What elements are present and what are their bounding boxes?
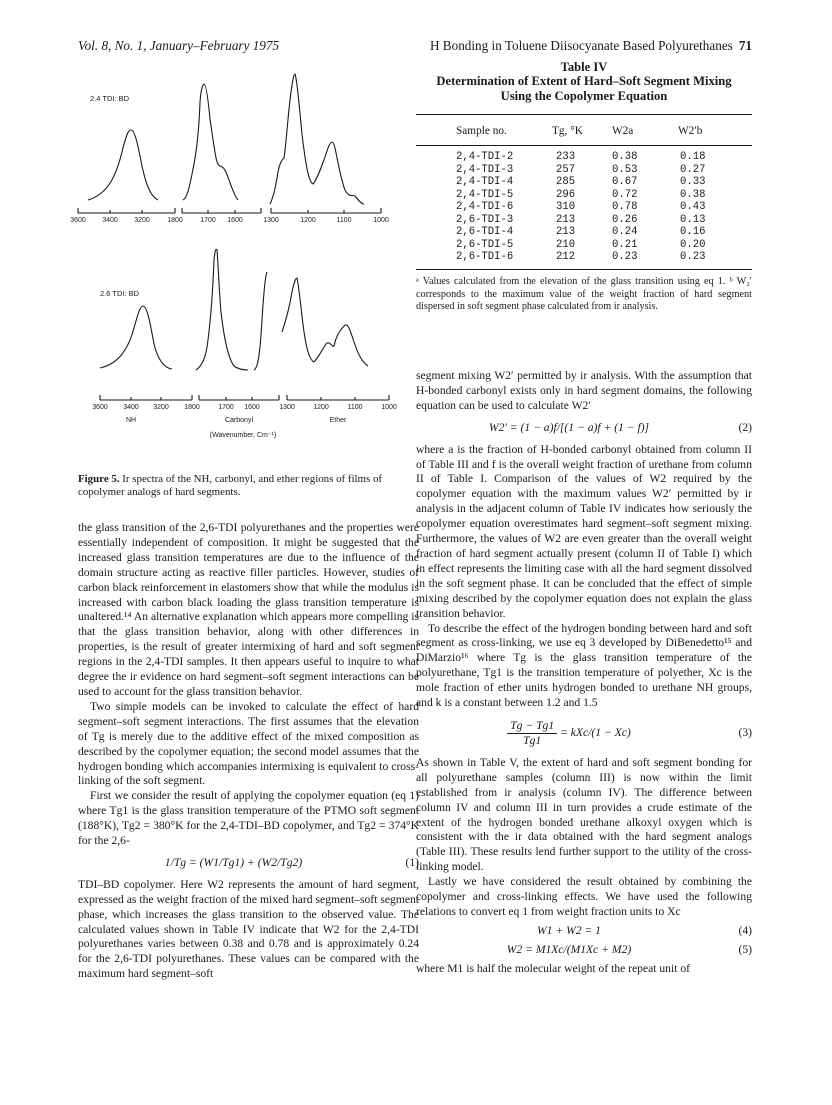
paragraph: First we consider the result of applying the copolymer equation (eq 1) where Tg1 is the glass transition temperature of the PTMO soft segment (188°K), Tg2 = 380°K for the 2,4-TDI–BD copolymer, and Tg2 = 374°K for the 2,6- [78,789,419,848]
tick-label: 1200 [313,404,329,411]
tick-label: 1700 [200,217,216,224]
tick-label: 1800 [184,404,200,411]
spectrum-2-carbonyl [196,249,248,370]
equation-2 [416,421,752,436]
table-cell: 0.38 [612,151,638,163]
tick-label: 1800 [167,217,183,224]
ir-spectra-figure [70,64,408,474]
table-cell: 0.78 [612,201,638,213]
paragraph: where M1 is half the molecular weight of the repeat unit of [416,961,690,975]
tick-label: 3600 [70,217,86,224]
paragraph: Two simple models can be invoked to calculate the effect of hard segment–soft segment interactions. The first assumes that the elevation of Tg is merely due to the additive effect of the mixed composition as described by the copolymer equation; the second model assumes that the hydrogen bonding which accompanies intermixing is equivalent to cross-linking of the soft segment. [78,699,419,788]
paragraph: Lastly we have considered the result obtained by combining the copolymer and cross-linking effects. We have used the following relations to convert eq 1 from weight fraction units to Xc [416,875,752,918]
table-cell: 0.18 [680,151,706,163]
table-number: Table IV [560,60,608,74]
spectrum-2-nh [100,306,172,369]
table-cell: 0.24 [612,226,638,238]
table-cell: 2,6-TDI-5 [456,238,514,251]
equation-3-number: (3) [738,725,752,739]
equation-1 [78,856,419,871]
table-cell: 0.33 [680,176,706,188]
table-title-line: Using the Copolymer Equation [500,88,668,103]
tick-label: 1100 [347,404,363,411]
equation-1-number: (1) [405,855,419,869]
table-rule-bottom [416,269,752,270]
tick-label: 1600 [244,404,260,411]
left-column [78,521,419,982]
right-column [416,369,752,977]
table-cell: 0.23 [680,251,706,263]
equation-5-number: (5) [738,942,752,956]
equation-5-expression: W2 = M1Xc/(M1Xc + M2) [506,942,632,956]
tick-label: 1100 [336,217,352,224]
table-cell: 296 [556,188,576,201]
table-cell: 0.67 [612,176,638,188]
table-footnote: ᵃ Values calculated from the elevation of the glass transition using eq 1. ᵇ W₂′ corresponds to the maximum value of the weight fraction of hard segment dispersed in soft segment phase calculated from ir analysis. [416,276,752,313]
table-cell: 0.43 [680,201,706,213]
table-cell: 0.20 [680,238,706,251]
tick-label: 1600 [227,217,243,224]
spectrum-2-carbonyl-shoulder [254,272,267,370]
table-cell: 0.26 [612,213,638,226]
tick-label: 1300 [263,217,279,224]
equation-4-number: (4) [738,923,752,937]
table-cell: 0.21 [612,238,638,251]
table-cell: 2,4-TDI-5 [456,188,514,201]
table-cell: 0.27 [680,163,706,176]
table-rule-header [416,145,752,146]
tick-label: 3400 [123,404,139,411]
tick-label: 3400 [102,217,118,224]
paragraph: TDI–BD copolymer. Here W2 represents the amount of hard segment, expressed as the weight fraction of the mixed hard segment–soft segment phase, which increases the glass transition to the observed value. The calculated values shown in Table IV indicate that W2 for the 2,4-TDI polyurethanes varies between 0.38 and 0.78 and is approximately 0.24 for the 2,6-TDI polyurethanes. These values can be compared with the maximum hard segment–soft [78,877,419,981]
table-cell: 257 [556,163,576,176]
panel-2-label: 2.6 TDI: BD [100,289,140,298]
region-label-nh: NH [125,417,137,424]
equation-4 [416,924,752,939]
column-header: Sample no. [456,125,507,137]
table-cell: 2,4-TDI-3 [456,163,514,176]
paragraph: segment mixing W2′ permitted by ir analysis. With the assumption that H-bonded carbonyl exists only in hard segment domains, the following equation can be used to calculate W2′ [416,369,752,412]
tick-label: 3600 [92,404,108,411]
table-cell: 310 [556,201,576,213]
spectrum-2-ether [282,278,368,366]
equation-3-numerator: Tg − Tg1 [507,719,557,734]
table-rule-top [416,114,752,115]
column-header: W2a [612,125,634,137]
column-header: W2′b [678,125,703,137]
table-cell: 2,6-TDI-4 [456,226,514,238]
running-header-right [416,38,752,54]
table-title-line: Determination of Extent of Hard–Soft Segment Mixing [436,74,732,89]
region-label-ether: Ether [329,417,347,424]
table-cell: 2,4-TDI-2 [456,151,514,163]
column-header: Tg, °K [552,125,583,137]
equation-4-expression: W1 + W2 = 1 [537,923,601,937]
tick-label: 1000 [373,217,389,224]
region-label-carbonyl: Carbonyl [224,417,254,424]
table-cell: 0.16 [680,226,706,238]
table-cell: 2,4-TDI-4 [456,176,514,188]
figure-caption-label: Figure 5. [78,473,120,485]
table-iv [416,114,752,276]
table-cell: 213 [556,226,576,238]
table-cell: 2,4-TDI-6 [456,201,514,213]
table-cell: 2,6-TDI-6 [456,251,514,263]
paragraph: As shown in Table V, the extent of hard and soft segment bonding for all polyurethane samples (column III) is now within the limit established from ir analysis (column IV). The difference between column IV and column III in turn provides a crude estimate of the extent of the hydrogen bonded urethane alkoxyl oxygen which is consistent with the ir data obtained with the hard segment analogs (Table III). These results lend further support to the utility of the cross-linking model. [416,755,752,874]
table-cell: 233 [556,151,576,163]
equation-2-number: (2) [738,420,752,434]
table-cell: 213 [556,213,576,226]
panel-1-label: 2.4 TDI: BD [90,94,130,103]
table-cell: 285 [556,176,576,188]
figure-5 [70,64,408,474]
running-title: H Bonding in Toluene Diisocyanate Based Polyurethanes [429,38,733,53]
tick-label: 3200 [134,217,150,224]
running-header-left: Vol. 8, No. 1, January–February 1975 [78,38,280,53]
table-cell: 0.38 [680,188,706,201]
table-cell: 210 [556,238,576,251]
paragraph: where a is the fraction of H-bonded carbonyl obtained from column II of Table III and f is the overall weight fraction of urethane from column II of Table I. Comparison of the values of W2 required by the copolymer equation with the maximum values W2′ permitted by ir analysis in the adjacent column of Table IV indicates how seriously the copolymer equation overestimates hard segment–soft segment mixing. Furthermore, the values of W2 are even greater than the overall weight fraction of hard segment actually present (column II of Table I) which in effect represents the limiting case with all the hard segment dissolved in the soft segment phase. It can be concluded that the effect of simple mixing described by the copolymer equation does not explain the glass transition behavior. [416,442,752,620]
table-cell: 0.23 [612,251,638,263]
paragraph: the glass transition of the 2,6-TDI polyurethanes and the properties were essentially independent of composition. It might be suggested that the increased glass transition temperatures are due to the influence of the domain structure acting as reactive filler particles. However, studies of carbon black reinforcement in elastomers show that while the modulus is increased with carbon black loading the glass transition temperature is unaltered.¹⁴ An alternative explanation which appears more compelling is that the glass transition behavior, along with other differences in properties, is the result of greater intermixing of hard and soft segment regions in the 2,4-TDI samples. It then appears useful to inquire to what degree the ir evidence on hard segment–soft segment interactions can be used to account for the glass transition behavior. [78,521,419,698]
equation-3 [416,719,752,748]
tick-label: 1200 [300,217,316,224]
equation-5 [416,943,752,958]
page-number: 71 [738,38,752,53]
equation-2-expression: W2′ = (1 − a)f/[(1 − a)f + (1 − f)] [488,420,650,434]
equation-1-expression: 1/Tg = (W1/Tg1) + (W2/Tg2) [164,855,303,869]
tick-label: 1300 [279,404,295,411]
tick-label: 3200 [153,404,169,411]
equation-3-fraction [507,719,557,748]
table-cell: 212 [556,251,576,263]
equation-3-denominator: Tg1 [523,733,542,747]
tick-label: 1000 [381,404,397,411]
table-cell: 2,6-TDI-3 [456,213,514,226]
spectrum-1-carbonyl [183,84,238,200]
table-title [416,60,752,103]
figure-caption [78,473,415,500]
table-cell: 0.53 [612,163,638,176]
figure-caption-text: Ir spectra of the NH, carbonyl, and ether regions of films of copolymer analogs of hard segments. [78,473,383,499]
spectrum-1-nh [88,130,158,200]
equation-3-rhs: = kXc/(1 − Xc) [560,726,631,740]
table-cell: 0.13 [680,213,706,226]
tick-label: 1700 [218,404,234,411]
spectrum-1-ether [270,74,364,204]
paragraph: To describe the effect of the hydrogen bonding between hard and soft segment as cross-linking, we use eq 3 developed by DiBenedetto¹⁵ and DiMarzio¹⁶ where Tg is the glass transition temperature of the polyurethane, Tg1 is the transition temperature of polyether, Xc is the mole fraction of ether units hydrogen bonded to urethane NH groups, and k is a constant between 1.2 and 1.5 [416,621,752,710]
table-cell: 0.72 [612,188,638,201]
units-label: (Wavenumber, Cm⁻¹) [209,432,277,439]
